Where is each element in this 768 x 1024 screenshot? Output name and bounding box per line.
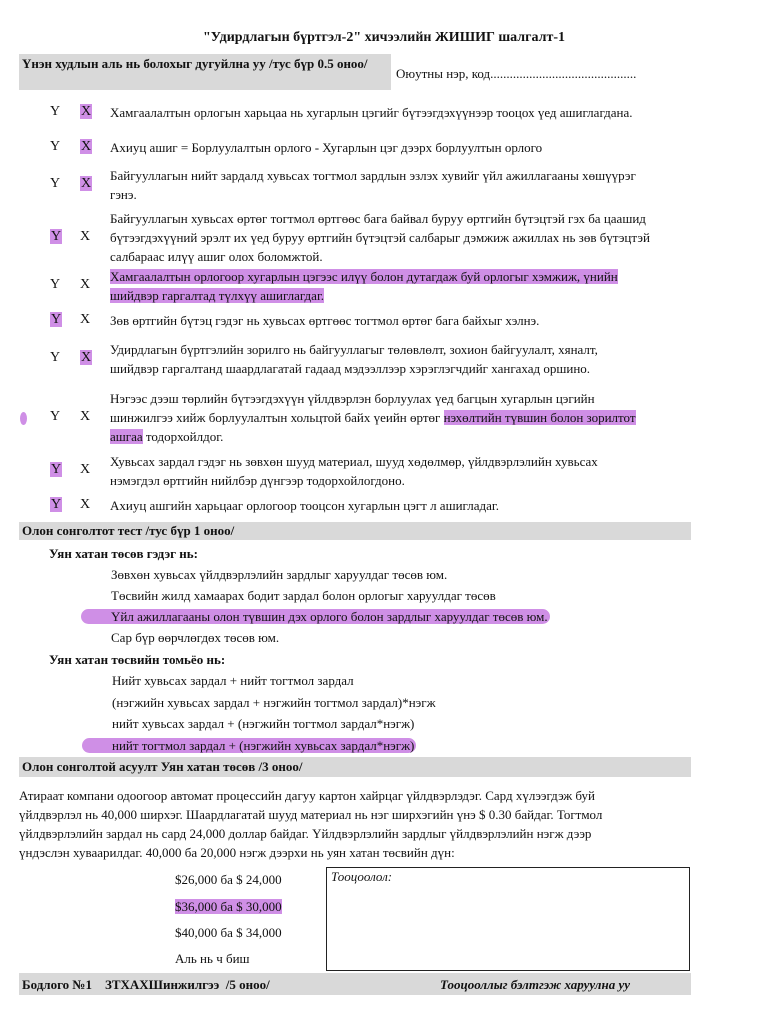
statement-text — [110, 166, 690, 204]
statement-line — [110, 408, 690, 427]
answer-option-text: (нэгжийн хувьсах зардал + нэгжийн тогтмол зардал)*нэгж — [112, 695, 436, 710]
answer-false-label: X — [80, 277, 91, 292]
statement-line-text: шийдвэр гаргалтанд шаардлагатай гадаад мэдээллээр хэрэглэгчдийг хангахад оршино. — [110, 361, 591, 376]
answer-true-label: Y — [51, 228, 62, 244]
statement-line-text: Хувьсах зардал гэдэг нь зөвхөн шууд материал, шууд хөдөлмөр, үйлдвэрлэлийн хувьсах — [110, 454, 598, 469]
q2-question: Уян хатан төсвийн томьёо нь: — [49, 652, 226, 667]
statement-text — [110, 267, 690, 305]
selection-dot — [20, 412, 27, 425]
answer-option-text: Үйл ажиллагааны олон түвшин дэх орлого болон зардлыг харуулдаг төсөв юм. — [81, 609, 550, 624]
statement-line-text: Ахиуц ашиг = Борлуулалтын орлого - Хугарлын цэг дээрх борлуултын орлого — [110, 140, 543, 155]
answer-true-option[interactable] — [50, 104, 60, 120]
answer-false-option[interactable] — [80, 350, 92, 366]
statement-line — [110, 471, 690, 490]
answer-option-text: Сар бүр өөрчлөгдөх төсөв юм. — [111, 630, 280, 645]
problem-text-line: үйлдвэрлэл нь 40,000 ширхэг. Шаардлагатай шууд материал нь нэг ширхэгийн үнэ $ 0.30 байдаг. Тогтмол — [19, 807, 603, 822]
statement-line-text: Байгууллагын нийт зардалд хувьсах тогтмол зардлын эзлэх хувийг үйл ажиллагааны хөшүүрэг — [110, 168, 636, 183]
student-name-field[interactable]: Оюутны нэр, код............................................. — [396, 66, 637, 81]
answer-option-text: $26,000 ба $ 24,000 — [175, 872, 282, 887]
statement-line-text: Байгууллагын хувьсах өртөг тогтмол өртгөөс бага байвал буруу өртгийн бүтэцтэй гэх ба цаашид — [110, 211, 646, 226]
statement-line — [110, 267, 690, 286]
answer-false-option[interactable] — [80, 277, 90, 293]
answer-false-option[interactable] — [80, 312, 90, 328]
statement-line-text: Хамгаалалтын орлогын харьцаа нь хугарлын цэгийг бүтээгдэхүүнээр тооцох үед ашиглагдана. — [110, 105, 633, 120]
answer-option[interactable] — [112, 694, 436, 712]
answer-false-label: X — [80, 496, 91, 512]
statement-text — [110, 138, 690, 157]
answer-true-option[interactable] — [50, 277, 60, 293]
statement-line-text: Удирдлагын бүртгэлийн зорилго нь байгууллагыг төлөвлөлт, зохион байгуулалт, хяналт, — [110, 342, 598, 357]
calculation-box[interactable] — [326, 867, 690, 971]
answer-option[interactable] — [175, 898, 282, 916]
answer-true-option[interactable] — [50, 229, 62, 245]
section1-heading: Үнэн худлын аль нь болохыг дугуйлна уу /тус бүр 0.5 оноо/ — [19, 54, 391, 90]
answer-true-label: Y — [51, 462, 62, 477]
section4-note: Тооцооллыг бэлтгэж харуулна уу — [440, 977, 630, 992]
statement-line — [110, 286, 690, 305]
highlighted-text: ашгаа — [110, 429, 143, 444]
answer-option[interactable] — [112, 715, 414, 733]
statement-text — [110, 103, 690, 122]
statement-line-text: Хамгаалалтын орлогоор хугарлын цэгээс илүү болон дутагдаж буй орлогыг хэмжиж, үнийн — [110, 269, 618, 284]
statement-line — [110, 228, 690, 247]
answer-option[interactable] — [175, 924, 282, 942]
statement-line-part: шинжилгээ хийж борлуулалтын хольцтой байх үеийн өртөг — [110, 410, 444, 425]
statement-line — [110, 427, 690, 446]
answer-false-label: X — [80, 462, 91, 477]
section4-heading: Бодлого №1 ЗТХАХШинжилгээ /5 оноо/ — [22, 977, 270, 992]
answer-false-label: X — [81, 103, 92, 119]
answer-true-option[interactable] — [50, 176, 60, 192]
answer-option-text: Төсвийн жилд хамаарах бодит зардал болон орлогыг харуулдаг төсөв — [111, 588, 496, 603]
answer-false-option[interactable] — [80, 176, 92, 192]
statement-text — [110, 311, 690, 330]
statement-text — [110, 340, 690, 378]
answer-option-text: Нийт хувьсах зардал + нийт тогтмол зардал — [112, 673, 354, 688]
answer-true-option[interactable] — [50, 350, 60, 366]
answer-option[interactable] — [111, 566, 447, 584]
answer-false-option[interactable] — [80, 104, 92, 120]
answer-true-label: Y — [51, 311, 62, 327]
statement-text — [110, 389, 690, 446]
statement-line-text: бүтээгдэхүүний эрэлт их үед буруу өртгийн бүтэцтэй салбарыг дэмжиж ажиллах нь зөв бүтэцтэй — [110, 230, 650, 245]
section3-heading: Олон сонголтой асуулт Уян хатан төсөв /3 оноо/ — [19, 757, 691, 777]
calculation-label: Тооцоолол: — [331, 869, 393, 884]
highlighted-text: нэхөлтийн түвшин болон зорилтот — [443, 410, 636, 425]
answer-true-option[interactable] — [50, 409, 60, 425]
answer-true-option[interactable] — [50, 497, 62, 513]
statement-line — [110, 340, 690, 359]
statement-line — [110, 185, 690, 204]
answer-option[interactable] — [175, 950, 250, 968]
answer-false-label: X — [80, 228, 91, 244]
problem-text-line: үйлдвэрлэлийн зардал нь сард 24,000 доллар байдаг. Үйлдвэрлэлийн зардлыг үйлдвэрлэлийн нэгж дээр — [19, 826, 592, 841]
answer-false-label: X — [80, 311, 91, 327]
statement-line-text: нэмэгдэл өртгийн нийлбэр дүнгээр тодорхойлогдоно. — [110, 473, 405, 488]
answer-true-label: Y — [50, 350, 61, 365]
statement-line-text: Зөв өртгийн бүтэц гэдэг нь хувьсах өртгөөс тогтмол өртөг бага байхыг хэлнэ. — [110, 313, 540, 328]
answer-option-text: $40,000 ба $ 34,000 — [175, 925, 282, 940]
statement-text — [110, 452, 690, 490]
answer-true-label: Y — [50, 277, 61, 292]
statement-line — [110, 103, 690, 122]
answer-option-text: $36,000 ба $ 30,000 — [175, 899, 282, 914]
answer-true-option[interactable] — [50, 462, 62, 478]
answer-true-label: Y — [50, 138, 61, 154]
statement-text — [110, 496, 690, 515]
statement-line — [110, 389, 690, 408]
answer-false-label: X — [81, 350, 92, 365]
answer-option-text: нийт хувьсах зардал + (нэгжийн тогтмол зардал*нэгж) — [112, 716, 415, 731]
answer-option[interactable] — [112, 737, 416, 755]
answer-option[interactable] — [111, 629, 279, 647]
section2-heading: Олон сонголтот тест /тус бүр 1 оноо/ — [19, 522, 691, 540]
answer-option-text: Аль нь ч биш — [175, 951, 250, 966]
answer-option-text: нийт тогтмол зардал + (нэгжийн хувьсах зардал*нэгж) — [82, 738, 416, 753]
answer-true-label: Y — [51, 496, 62, 512]
answer-false-option[interactable] — [80, 497, 90, 513]
statement-line — [110, 209, 690, 228]
statement-line — [110, 311, 690, 330]
statement-line-text: Нэгээс дээш төрлийн бүтээгдэхүүн үйлдвэрлэн борлуулах үед багцын хугарлын цэгийн — [110, 391, 595, 406]
page-title: "Удирдлагын бүртгэл-2" хичээлийн ЖИШИГ шалгалт-1 — [202, 30, 566, 45]
answer-false-option[interactable] — [80, 409, 90, 425]
statement-text — [110, 209, 690, 266]
answer-true-label: Y — [50, 176, 61, 191]
answer-false-option[interactable] — [80, 139, 92, 155]
problem-text-line: Атираат компани одоогоор автомат процессийн дагуу картон хайрцаг үйлдвэрлэдэг. Сард хүлээгдэж буй — [19, 788, 596, 803]
answer-option[interactable] — [111, 587, 496, 605]
statement-line — [110, 496, 690, 515]
statement-line — [110, 359, 690, 378]
answer-option[interactable] — [111, 608, 550, 626]
answer-false-option[interactable] — [80, 229, 90, 245]
problem-text-line: үндэслэн хуваарилдаг. 40,000 ба 20,000 нэгж дээрхи нь уян хатан төсвийн дүн: — [19, 845, 455, 860]
statement-line-part: тодорхойлдог. — [142, 429, 224, 444]
statement-line-text: Ахиуц ашгийн харьцааг орлогоор тооцсон хугарлын цэгт л ашигладаг. — [110, 498, 499, 513]
answer-true-label: Y — [50, 103, 61, 119]
answer-true-option[interactable] — [50, 139, 60, 155]
statement-line-text: гэнэ. — [110, 187, 137, 202]
answer-false-option[interactable] — [80, 462, 90, 478]
statement-line-text: шийдвэр гаргалтад түлхүү ашиглагдаг. — [110, 288, 325, 303]
statement-line — [110, 247, 690, 266]
answer-option[interactable] — [175, 871, 282, 889]
answer-option[interactable] — [112, 672, 354, 690]
statement-line — [110, 452, 690, 471]
statement-line — [110, 166, 690, 185]
answer-false-label: X — [80, 408, 91, 424]
answer-true-option[interactable] — [50, 312, 62, 328]
answer-option-text: Зөвхөн хувьсах үйлдвэрлэлийн зардлыг харуулдаг төсөв юм. — [111, 567, 448, 582]
answer-false-label: X — [81, 176, 92, 191]
statement-line — [110, 138, 690, 157]
statement-line-text: салбараас илүү ашиг олох боломжтой. — [110, 249, 323, 264]
answer-true-label: Y — [50, 408, 61, 424]
q1-question: Уян хатан төсөв гэдэг нь: — [49, 546, 198, 561]
answer-false-label: X — [81, 138, 92, 154]
